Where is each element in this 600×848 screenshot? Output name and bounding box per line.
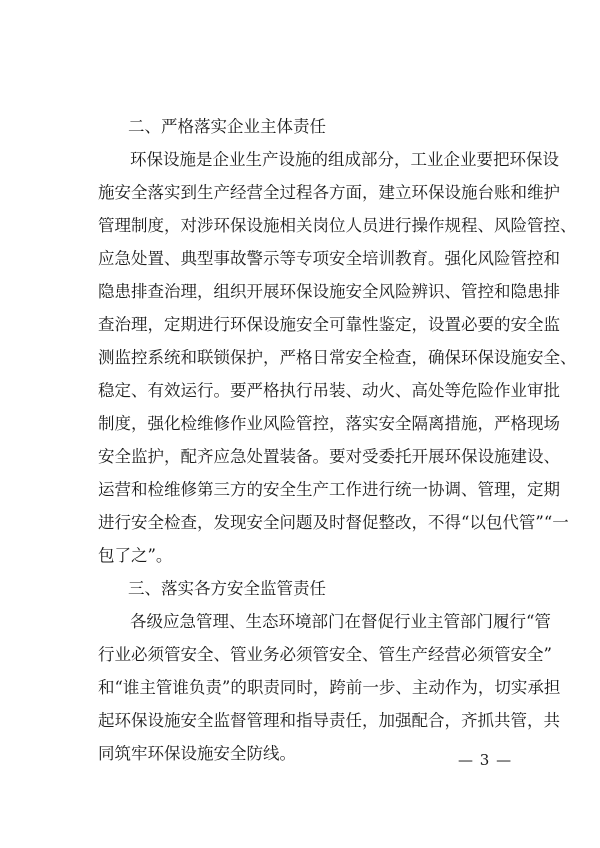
section-2-line: 进行安全检查，发现安全问题及时督促整改，不得“以包代管”“一	[98, 513, 569, 532]
section-2-line: 管理制度，对涉环保设施相关岗位人员进行操作规程、风险管控、	[98, 216, 577, 235]
section-2-line: 包了之”。	[98, 546, 173, 565]
section-2-line: 稳定、有效运行。要严格执行吊装、动火、高处等危险作业审批	[98, 381, 560, 400]
section-3-line: 和“谁主管谁负责”的职责同时，跨前一步、主动作为，切实承担	[98, 678, 561, 697]
section-3-line: 行业必须管安全、管业务必须管安全、管生产经营必须管安全”	[98, 645, 552, 664]
section-3-line: 各级应急管理、生态环境部门在督促行业主管部门履行“管	[130, 612, 551, 631]
section-2-line: 运营和检维修第三方的安全生产工作进行统一协调、管理，定期	[98, 480, 560, 499]
section-heading-2: 二、严格落实企业主体责任	[128, 117, 326, 136]
section-2-line: 环保设施是企业生产设施的组成部分，工业企业要把环保设	[130, 150, 559, 169]
section-3-line: 同筑牢环保设施安全防线。	[98, 744, 296, 763]
section-2-line: 安全监护，配齐应急处置装备。要对受委托开展环保设施建设、	[98, 447, 560, 466]
section-2-line: 制度，强化检维修作业风险管控，落实安全隔离措施，严格现场	[98, 414, 560, 433]
page-number: — 3 —	[458, 751, 513, 769]
section-2-line: 测监控系统和联锁保护，严格日常安全检查，确保环保设施安全、	[98, 348, 577, 367]
section-2-line: 施安全落实到生产经营全过程各方面，建立环保设施台账和维护	[98, 183, 560, 202]
section-heading-3: 三、落实各方安全监管责任	[128, 579, 326, 598]
section-2-line: 隐患排查治理，组织开展环保设施安全风险辨识、管控和隐患排	[98, 282, 560, 301]
section-2-line: 应急处置、典型事故警示等专项安全培训教育。强化风险管控和	[98, 249, 560, 268]
section-2-line: 查治理，定期进行环保设施安全可靠性鉴定，设置必要的安全监	[98, 315, 560, 334]
section-3-line: 起环保设施安全监督管理和指导责任，加强配合，齐抓共管，共	[98, 711, 560, 730]
